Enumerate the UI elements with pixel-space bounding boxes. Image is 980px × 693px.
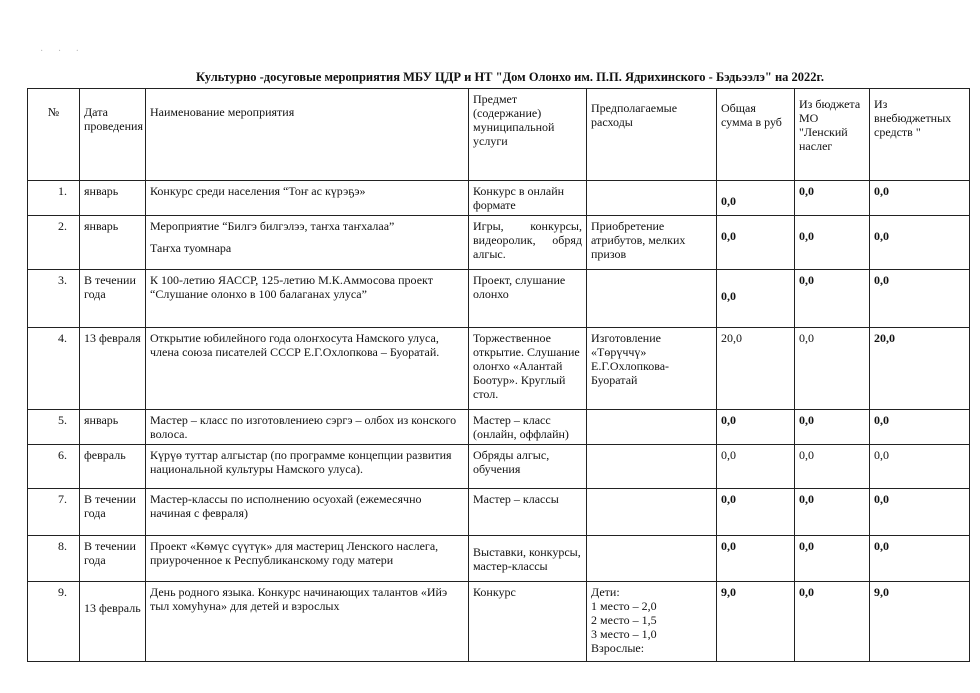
- row-date: январь: [80, 410, 146, 445]
- row-subject-text: Выставки, конкурсы, мастер-классы: [473, 545, 581, 573]
- row-expenses: Приобретение атрибутов, мелких призов: [587, 216, 717, 270]
- row-name: Мастер-классы по исполнению осуохай (ежемесячно начиная с февраля): [146, 489, 469, 536]
- row-name: К 100-летию ЯАССР, 125-летию М.К.Аммосова проект “Слушание олонхо в 100 балаганах улуса”: [146, 270, 469, 328]
- row-budget-value: 0,0: [799, 229, 814, 243]
- row-extra: 0,0: [870, 489, 970, 536]
- row-total-value: 0,0: [721, 194, 736, 208]
- row-budget: [795, 216, 870, 270]
- row-name: Открытие юбилейного года олоҥхосута Намского улуса, члена союза писателей СССР Е.Г.Охлопкова – Буоратай.: [146, 328, 469, 410]
- prize-line: Взрослые:: [591, 641, 645, 655]
- header-name: Наименование мероприятия: [146, 89, 469, 181]
- row-date: В течении года: [80, 489, 146, 536]
- row-total-value: 0,0: [721, 289, 736, 303]
- row-budget: 0,0: [795, 270, 870, 328]
- row-budget: 0,0: [795, 328, 870, 410]
- row-subject: Игры, конкурсы, видеоролик, обряд алгыс.: [469, 216, 587, 270]
- prize-line: 2 место – 1,5: [591, 613, 657, 627]
- row-extra: [870, 216, 970, 270]
- row-name: Конкурс среди населения “Тоҥ ас күрэҕэ»: [146, 181, 469, 216]
- row-subject: Конкурс: [469, 582, 587, 662]
- row-name: Күрүө туттар алгыстар (по программе концепции развития национальной культуры Намского улуса).: [146, 445, 469, 489]
- row-budget: 0,0: [795, 410, 870, 445]
- row-expenses: [587, 489, 717, 536]
- row-date: [80, 582, 146, 662]
- row-expenses: [587, 181, 717, 216]
- row-extra: 9,0: [870, 582, 970, 662]
- row-extra: 0,0: [870, 410, 970, 445]
- header-subject: Предмет (содержание) муниципальной услуги: [469, 89, 587, 181]
- header-extra: Из внебюджетных средств ": [870, 89, 970, 181]
- row-subject: Конкурс в онлайн формате: [469, 181, 587, 216]
- header-date: Дата проведения: [80, 89, 146, 181]
- row-date: В течении года: [80, 536, 146, 582]
- row-budget: 0,0: [795, 536, 870, 582]
- row-expenses: [587, 582, 717, 662]
- row-num: 5.: [28, 410, 80, 445]
- table-row: [28, 489, 970, 536]
- page-title: Культурно -досуговые мероприятия МБУ ЦДР и НТ "Дом Олонхо им. П.П. Ядрихинского - Бэдьээлэ" на 2022г.: [196, 70, 824, 84]
- row-name-line1: Мероприятие “Билгэ билгэлээ, таҥха таҥхалаа”: [150, 219, 395, 233]
- row-num: 7.: [28, 489, 80, 536]
- table-row: [28, 536, 970, 582]
- row-name-line2: Таҥха туомнара: [150, 241, 232, 255]
- scan-artifact: · · ·: [40, 46, 85, 57]
- row-expenses: [587, 270, 717, 328]
- row-subject: Обряды алгыс, обучения: [469, 445, 587, 489]
- row-num: 6.: [28, 445, 80, 489]
- row-budget: 0,0: [795, 582, 870, 662]
- row-name: [146, 216, 469, 270]
- row-budget: 0,0: [795, 445, 870, 489]
- row-extra: 0,0: [870, 536, 970, 582]
- row-num: 9.: [28, 582, 80, 662]
- row-date: февраль: [80, 445, 146, 489]
- table-header-row: [28, 89, 970, 181]
- row-total: [717, 216, 795, 270]
- row-name: День родного языка. Конкурс начинающих талантов «Ийэ тыл хомуһуна» для детей и взрослых: [146, 582, 469, 662]
- row-num: 4.: [28, 328, 80, 410]
- row-total-value: 0,0: [721, 229, 736, 243]
- header-budget: Из бюджета МО "Ленский наслег: [795, 89, 870, 181]
- row-name: Мастер – класс по изготовлениею сэргэ – олбох из конского волоса.: [146, 410, 469, 445]
- table-row: [28, 582, 970, 662]
- row-total: 0,0: [717, 410, 795, 445]
- row-extra: 0,0: [870, 181, 970, 216]
- row-total: 0,0: [717, 489, 795, 536]
- row-total: 9,0: [717, 582, 795, 662]
- prize-line: 3 место – 1,0: [591, 627, 657, 641]
- table-row: [28, 410, 970, 445]
- row-expenses: [587, 445, 717, 489]
- table-row: [28, 270, 970, 328]
- header-expenses: Предполагаемые расходы: [587, 89, 717, 181]
- row-name: Проект «Көмүс сүүтүк» для мастериц Ленского наслега, приуроченное к Республиканскому году матери: [146, 536, 469, 582]
- row-subject: Мастер – класс (онлайн, оффлайн): [469, 410, 587, 445]
- row-expenses: [587, 536, 717, 582]
- row-budget: 0,0: [795, 489, 870, 536]
- events-table: [27, 88, 970, 662]
- row-date: 13 февраля: [80, 328, 146, 410]
- row-subject: [469, 536, 587, 582]
- row-date: В течении года: [80, 270, 146, 328]
- row-date-text: 13 февраль: [84, 601, 141, 615]
- row-num: 2.: [28, 216, 80, 270]
- row-budget: 0,0: [795, 181, 870, 216]
- row-total: [717, 181, 795, 216]
- row-total: 0,0: [717, 445, 795, 489]
- row-date: январь: [80, 216, 146, 270]
- row-expenses: Изготовление «Төрүччү» Е.Г.Охлопкова-Буоратай: [587, 328, 717, 410]
- header-total: Общая сумма в руб: [717, 89, 795, 181]
- row-subject: Проект, слушание олонхо: [469, 270, 587, 328]
- row-date: январь: [80, 181, 146, 216]
- prize-line: 1 место – 2,0: [591, 599, 657, 613]
- table-row: [28, 216, 970, 270]
- table-row: [28, 445, 970, 489]
- row-subject: Торжественное открытие. Слушание олоҥхо «Алантай Боотур». Круглый стол.: [469, 328, 587, 410]
- row-total: 0,0: [717, 536, 795, 582]
- row-num: 3.: [28, 270, 80, 328]
- row-total: 20,0: [717, 328, 795, 410]
- row-total: [717, 270, 795, 328]
- row-extra: 0,0: [870, 445, 970, 489]
- prize-line: Дети:: [591, 585, 620, 599]
- row-num: 8.: [28, 536, 80, 582]
- table-row: [28, 181, 970, 216]
- row-extra: 0,0: [870, 270, 970, 328]
- row-expenses: [587, 410, 717, 445]
- row-extra-value: 0,0: [874, 229, 889, 243]
- table-row: [28, 328, 970, 410]
- row-extra: 20,0: [870, 328, 970, 410]
- header-num: №: [28, 89, 80, 181]
- row-subject: Мастер – классы: [469, 489, 587, 536]
- row-num: 1.: [28, 181, 80, 216]
